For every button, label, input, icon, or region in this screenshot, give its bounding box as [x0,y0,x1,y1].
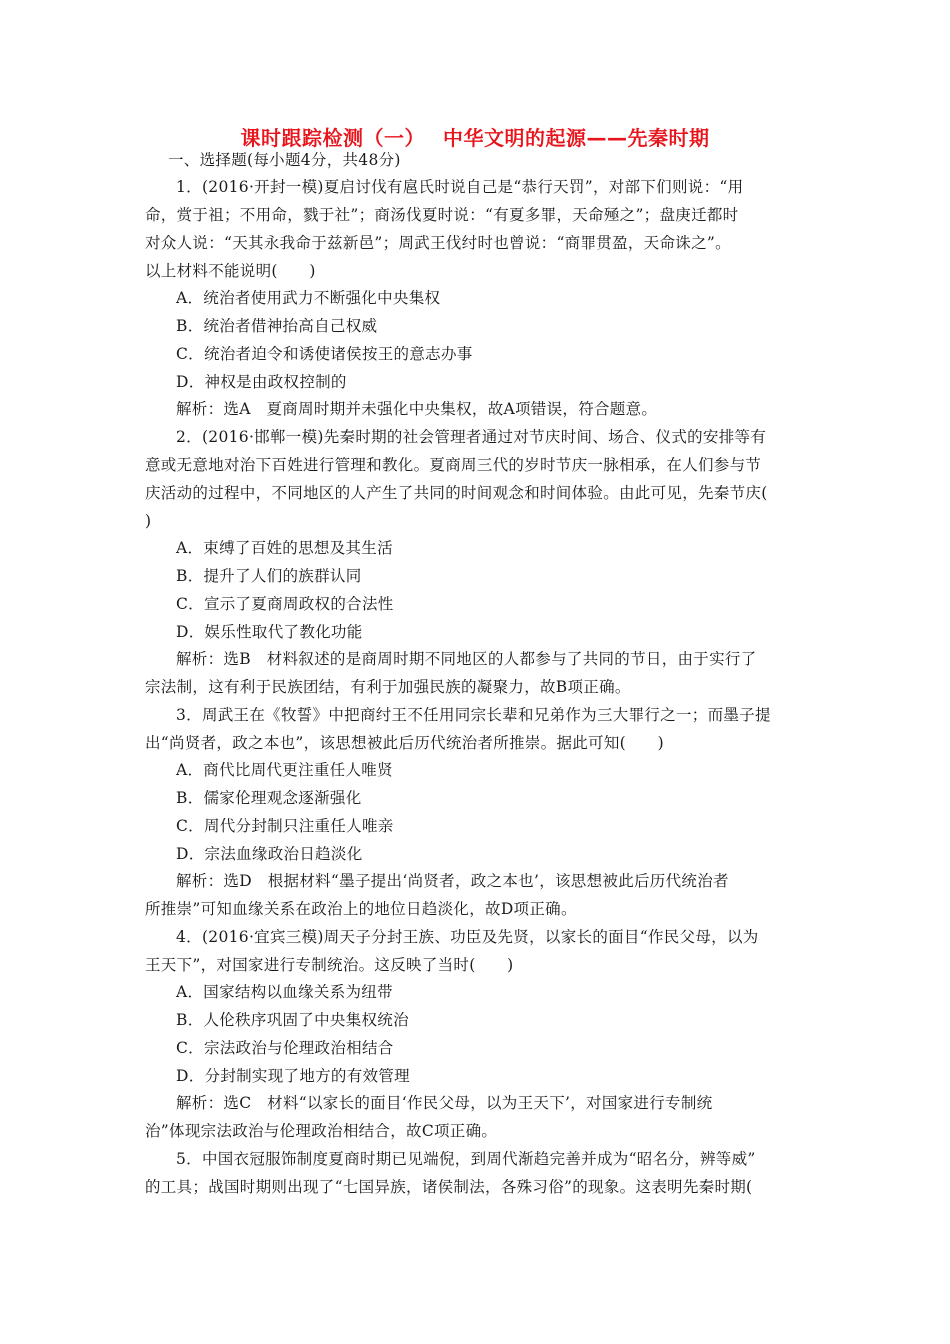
q2-stem-line: ) [145,512,152,530]
q3-option-b: B．儒家伦理观念逐渐强化 [176,789,362,807]
q2-stem-line: 意或无意地对治下百姓进行管理和教化。夏商周三代的岁时节庆一脉相承，在人们参与节 [145,456,762,474]
q4-answer-line: 治”体现宗法政治与伦理政治相结合，故C项正确。 [145,1122,498,1140]
q1-stem-line: 对众人说：“天其永我命于兹新邑”；周武王伐纣时也曾说：“商罪贯盈，天命诛之”。 [145,234,731,252]
q4-stem-line: 4．(2016·宜宾三模)周天子分封王族、功臣及先贤，以家长的面目“作民父母，以为 [176,928,759,946]
q4-stem-line: 王天下”，对国家进行专制统治。这反映了当时( ) [145,956,514,974]
q2-option-d: D．娱乐性取代了教化功能 [176,623,363,641]
q2-option-a: A．束缚了百姓的思想及其生活 [176,539,393,557]
q2-option-b: B．提升了人们的族群认同 [176,567,362,585]
q3-stem-line: 出“尚贤者，政之本也”，该思想被此后历代统治者所推崇。据此可知( ) [145,734,664,752]
q3-stem-line: 3．周武王在《牧誓》中把商纣王不任用同宗长辈和兄弟作为三大罪行之一；而墨子提 [176,706,771,724]
q1-option-c: C．统治者迫令和诱使诸侯按王的意志办事 [176,345,473,363]
q2-answer-line: 解析：选B 材料叙述的是商周时期不同地区的人都参与了共同的节日，由于实行了 [176,650,757,668]
q1-option-d: D．神权是由政权控制的 [176,373,347,391]
q1-option-a: A．统治者使用武力不断强化中央集权 [176,289,441,307]
page-title: 课时跟踪检测（一） 中华文明的起源——先秦时期 [240,126,710,150]
q3-answer-line: 所推崇”可知血缘关系在政治上的地位日趋淡化，故D项正确。 [145,900,577,918]
q4-option-a: A．国家结构以血缘关系为纽带 [176,983,393,1001]
q5-stem-line: 的工具；战国时期则出现了“七国异族，诸侯制法，各殊习俗”的现象。这表明先秦时期( [145,1178,753,1196]
q4-answer-line: 解析：选C 材料“以家长的面目‘作民父母，以为王天下’，对国家进行专制统 [176,1094,713,1112]
q2-stem-line: 2．(2016·邯郸一模)先秦时期的社会管理者通过对节庆时间、场合、仪式的安排等有 [176,428,767,446]
q1-option-b: B．统治者借神抬高自己权威 [176,317,378,335]
q4-option-c: C．宗法政治与伦理政治相结合 [176,1039,394,1057]
q5-stem-line: 5．中国衣冠服饰制度夏商时期已见端倪，到周代渐趋完善并成为“昭名分，辨等威” [176,1150,756,1168]
q3-option-c: C．周代分封制只注重任人唯亲 [176,817,394,835]
q3-answer-line: 解析：选D 根据材料“墨子提出‘尚贤者，政之本也’，该思想被此后历代统治者 [176,872,729,890]
q4-option-d: D．分封制实现了地方的有效管理 [176,1067,410,1085]
q1-stem-line: 命，赏于祖；不用命，戮于社”；商汤伐夏时说：“有夏多罪，天命殛之”；盘庚迁都时 [145,206,739,224]
q2-stem-line: 庆活动的过程中，不同地区的人产生了共同的时间观念和时间体验。由此可见，先秦节庆( [145,484,768,502]
section-heading: 一、选择题(每小题4分，共48分) [168,151,401,169]
q1-answer: 解析：选A 夏商周时期并未强化中央集权，故A项错误，符合题意。 [176,400,658,418]
q4-option-b: B．人伦秩序巩固了中央集权统治 [176,1011,409,1029]
q2-option-c: C．宣示了夏商周政权的合法性 [176,595,394,613]
q1-stem-line: 以上材料不能说明( ) [145,262,316,280]
q3-option-a: A．商代比周代更注重任人唯贤 [176,761,393,779]
q2-answer-line: 宗法制，这有利于民族团结，有利于加强民族的凝聚力，故B项正确。 [145,678,631,696]
q3-option-d: D．宗法血缘政治日趋淡化 [176,845,363,863]
q1-stem-line: 1．(2016·开封一模)夏启讨伐有扈氏时说自己是“恭行天罚”，对部下们则说：“用 [176,178,744,196]
